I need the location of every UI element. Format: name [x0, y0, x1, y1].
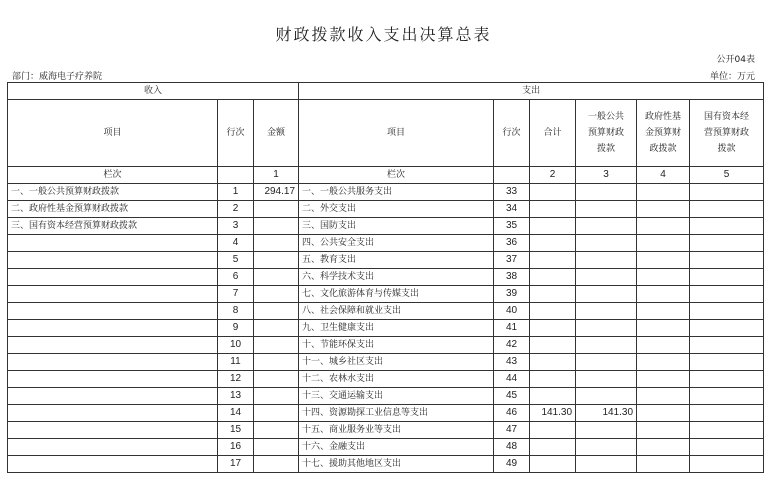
cell-state	[690, 184, 764, 201]
cell-line: 5	[218, 252, 254, 269]
cell-total	[530, 354, 576, 371]
cell-line: 16	[218, 439, 254, 456]
cell-fund	[637, 269, 690, 286]
cell-income-item	[8, 405, 218, 422]
cell-line: 2	[218, 201, 254, 218]
state-col-no: 5	[690, 167, 764, 184]
table-row	[8, 422, 764, 439]
cell-general	[576, 439, 637, 456]
cell-expense-item: 十、节能环保支出	[299, 337, 494, 354]
cell-amount	[254, 337, 299, 354]
cell-line2: 39	[494, 286, 530, 303]
cell-line: 3	[218, 218, 254, 235]
cell-state	[690, 303, 764, 320]
cell-state	[690, 337, 764, 354]
cell-line: 7	[218, 286, 254, 303]
cell-expense-item: 十五、商业服务业等支出	[299, 422, 494, 439]
cell-line2: 48	[494, 439, 530, 456]
table-row	[8, 388, 764, 405]
cell-total	[530, 252, 576, 269]
cell-fund	[637, 184, 690, 201]
cell-state	[690, 456, 764, 473]
cell-total	[530, 371, 576, 388]
page-title: 财政拨款收入支出决算总表	[275, 25, 492, 44]
label-blank	[218, 167, 254, 184]
cell-total	[530, 218, 576, 235]
cell-fund	[637, 252, 690, 269]
cell-amount	[254, 286, 299, 303]
col-gov-fund-label: 政府性基金预算财政拨款	[645, 112, 682, 154]
table-row	[8, 252, 764, 269]
cell-state	[690, 405, 764, 422]
table-row	[8, 303, 764, 320]
cell-amount	[254, 235, 299, 252]
label-left: 栏次	[8, 167, 218, 184]
cell-income-item	[8, 303, 218, 320]
cell-expense-item: 二、外交支出	[299, 201, 494, 218]
cell-amount: 294.17	[254, 184, 299, 201]
cell-fund	[637, 235, 690, 252]
cell-amount	[254, 388, 299, 405]
cell-total	[530, 337, 576, 354]
cell-fund	[637, 337, 690, 354]
cell-line: 10	[218, 337, 254, 354]
cell-fund	[637, 218, 690, 235]
cell-general	[576, 337, 637, 354]
cell-line2: 38	[494, 269, 530, 286]
expense-group-header: 支出	[299, 83, 764, 100]
cell-total	[530, 201, 576, 218]
cell-expense-item: 四、公共安全支出	[299, 235, 494, 252]
cell-total	[530, 184, 576, 201]
label-blank	[494, 167, 530, 184]
cell-expense-item: 十七、援助其他地区支出	[299, 456, 494, 473]
cell-expense-item: 九、卫生健康支出	[299, 320, 494, 337]
cell-amount	[254, 201, 299, 218]
cell-line2: 42	[494, 337, 530, 354]
cell-line: 17	[218, 456, 254, 473]
cell-state	[690, 286, 764, 303]
cell-amount	[254, 456, 299, 473]
cell-income-item	[8, 456, 218, 473]
col-gov-fund	[637, 100, 690, 167]
cell-state	[690, 269, 764, 286]
cell-fund	[637, 405, 690, 422]
col-general-budget-label: 一般公共预算财政拨款	[588, 112, 625, 154]
cell-income-item	[8, 371, 218, 388]
cell-total: 141.30	[530, 405, 576, 422]
cell-line2: 47	[494, 422, 530, 439]
unit-label: 单位：万元	[709, 72, 755, 82]
amount-col-no: 1	[254, 167, 299, 184]
cell-line2: 46	[494, 405, 530, 422]
cell-amount	[254, 218, 299, 235]
cell-amount	[254, 405, 299, 422]
cell-amount	[254, 439, 299, 456]
cell-line2: 43	[494, 354, 530, 371]
cell-line: 8	[218, 303, 254, 320]
cell-expense-item: 十二、农林水支出	[299, 371, 494, 388]
cell-expense-item: 八、社会保障和就业支出	[299, 303, 494, 320]
col-income-amount: 金额	[254, 100, 299, 167]
cell-income-item	[8, 388, 218, 405]
cell-income-item	[8, 235, 218, 252]
column-number-row	[8, 167, 764, 184]
cell-income-item	[8, 439, 218, 456]
table-row	[8, 354, 764, 371]
cell-line2: 44	[494, 371, 530, 388]
cell-state	[690, 252, 764, 269]
cell-general	[576, 320, 637, 337]
cell-state	[690, 320, 764, 337]
cell-amount	[254, 371, 299, 388]
cell-line2: 49	[494, 456, 530, 473]
budget-table	[7, 82, 764, 473]
cell-general	[576, 235, 637, 252]
cell-income-item	[8, 269, 218, 286]
total-col-no: 2	[530, 167, 576, 184]
cell-amount	[254, 252, 299, 269]
col-state-capital-label: 国有资本经营预算财政拨款	[704, 112, 750, 154]
cell-expense-item: 十一、城乡社区支出	[299, 354, 494, 371]
cell-general	[576, 252, 637, 269]
cell-total	[530, 303, 576, 320]
cell-income-item	[8, 337, 218, 354]
form-number: 公开04表	[716, 55, 755, 65]
col-income-item: 项目	[8, 100, 218, 167]
cell-line: 6	[218, 269, 254, 286]
cell-general	[576, 201, 637, 218]
cell-income-item: 三、国有资本经营预算财政拨款	[8, 218, 218, 235]
table-row	[8, 320, 764, 337]
cell-expense-item: 十四、资源勘探工业信息等支出	[299, 405, 494, 422]
cell-amount	[254, 354, 299, 371]
cell-fund	[637, 201, 690, 218]
table-row	[8, 235, 764, 252]
table-row	[8, 269, 764, 286]
cell-income-item	[8, 252, 218, 269]
table-row	[8, 201, 764, 218]
label-right: 栏次	[299, 167, 494, 184]
cell-general	[576, 303, 637, 320]
cell-state	[690, 235, 764, 252]
cell-amount	[254, 422, 299, 439]
cell-fund	[637, 286, 690, 303]
col-total: 合计	[530, 100, 576, 167]
table-row	[8, 371, 764, 388]
cell-state	[690, 422, 764, 439]
cell-total	[530, 286, 576, 303]
cell-line: 12	[218, 371, 254, 388]
table-row	[8, 286, 764, 303]
cell-line: 14	[218, 405, 254, 422]
cell-expense-item: 三、国防支出	[299, 218, 494, 235]
department-label: 部门：威海电子疗养院	[12, 72, 103, 82]
cell-general	[576, 371, 637, 388]
income-group-header: 收入	[8, 83, 299, 100]
cell-state	[690, 218, 764, 235]
cell-general	[576, 422, 637, 439]
cell-income-item: 二、政府性基金预算财政拨款	[8, 201, 218, 218]
cell-income-item	[8, 320, 218, 337]
cell-general: 141.30	[576, 405, 637, 422]
cell-line2: 36	[494, 235, 530, 252]
table-row	[8, 218, 764, 235]
cell-general	[576, 388, 637, 405]
cell-fund	[637, 303, 690, 320]
cell-general	[576, 269, 637, 286]
cell-state	[690, 371, 764, 388]
cell-general	[576, 286, 637, 303]
cell-amount	[254, 303, 299, 320]
cell-line: 11	[218, 354, 254, 371]
cell-expense-item: 七、文化旅游体育与传媒支出	[299, 286, 494, 303]
cell-line2: 35	[494, 218, 530, 235]
cell-amount	[254, 320, 299, 337]
cell-total	[530, 320, 576, 337]
cell-general	[576, 354, 637, 371]
cell-fund	[637, 388, 690, 405]
cell-line: 15	[218, 422, 254, 439]
cell-line2: 41	[494, 320, 530, 337]
cell-state	[690, 201, 764, 218]
col-state-capital	[690, 100, 764, 167]
cell-fund	[637, 422, 690, 439]
cell-line2: 40	[494, 303, 530, 320]
cell-fund	[637, 354, 690, 371]
cell-state	[690, 439, 764, 456]
cell-general	[576, 184, 637, 201]
cell-line2: 33	[494, 184, 530, 201]
cell-line: 4	[218, 235, 254, 252]
col-expense-line: 行次	[494, 100, 530, 167]
cell-total	[530, 439, 576, 456]
cell-line: 9	[218, 320, 254, 337]
col-expense-item: 项目	[299, 100, 494, 167]
cell-fund	[637, 439, 690, 456]
cell-income-item	[8, 286, 218, 303]
cell-expense-item: 五、教育支出	[299, 252, 494, 269]
fund-col-no: 4	[637, 167, 690, 184]
cell-income-item: 一、一般公共预算财政拨款	[8, 184, 218, 201]
cell-total	[530, 269, 576, 286]
cell-expense-item: 一、一般公共服务支出	[299, 184, 494, 201]
cell-line: 1	[218, 184, 254, 201]
cell-total	[530, 422, 576, 439]
cell-expense-item: 十六、金融支出	[299, 439, 494, 456]
table-row	[8, 456, 764, 473]
cell-line2: 45	[494, 388, 530, 405]
table-row	[8, 337, 764, 354]
cell-total	[530, 456, 576, 473]
cell-fund	[637, 320, 690, 337]
cell-expense-item: 六、科学技术支出	[299, 269, 494, 286]
table-row	[8, 439, 764, 456]
cell-total	[530, 388, 576, 405]
column-header-row	[8, 100, 764, 167]
cell-amount	[254, 269, 299, 286]
cell-total	[530, 235, 576, 252]
cell-income-item	[8, 354, 218, 371]
cell-line2: 37	[494, 252, 530, 269]
cell-state	[690, 354, 764, 371]
cell-general	[576, 218, 637, 235]
cell-line2: 34	[494, 201, 530, 218]
col-income-line: 行次	[218, 100, 254, 167]
cell-fund	[637, 371, 690, 388]
general-col-no: 3	[576, 167, 637, 184]
cell-fund	[637, 456, 690, 473]
table-row	[8, 405, 764, 422]
cell-line: 13	[218, 388, 254, 405]
cell-expense-item: 十三、交通运输支出	[299, 388, 494, 405]
cell-income-item	[8, 422, 218, 439]
cell-general	[576, 456, 637, 473]
cell-state	[690, 388, 764, 405]
col-general-budget	[576, 100, 637, 167]
table-row	[8, 184, 764, 201]
group-header-row	[8, 83, 764, 100]
